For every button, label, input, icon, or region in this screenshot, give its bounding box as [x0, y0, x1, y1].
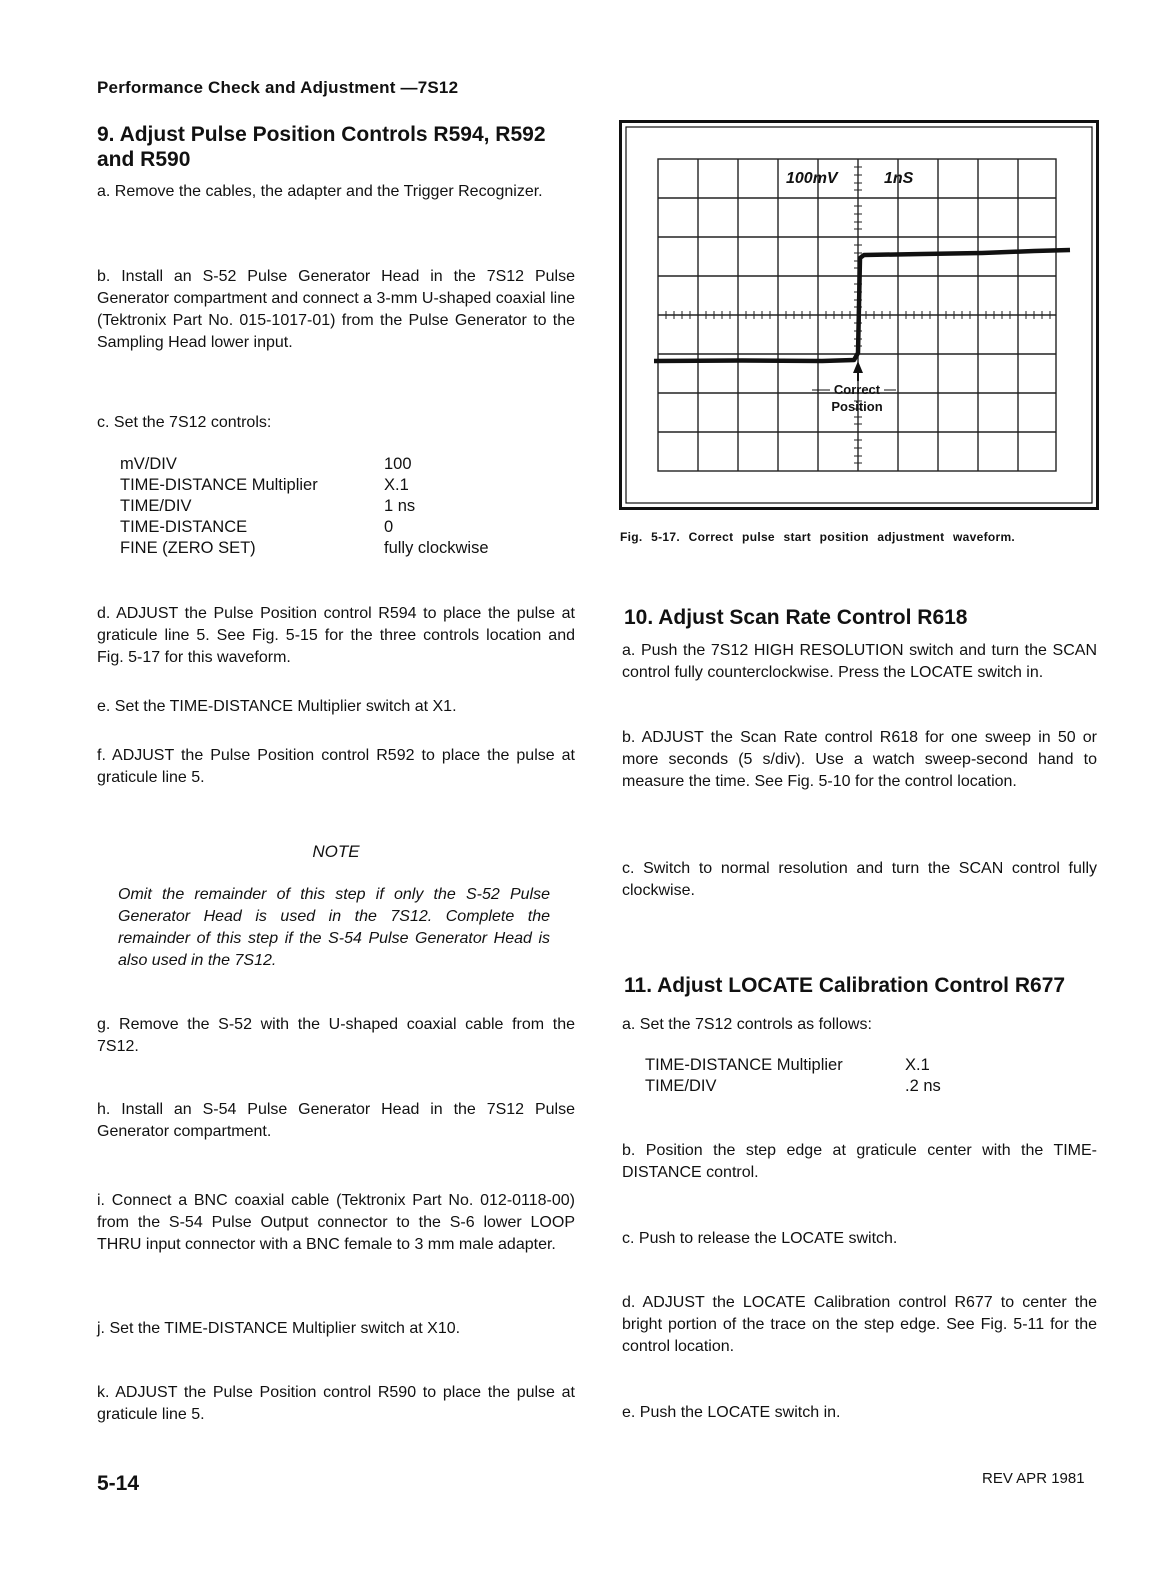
- figure-caption: Fig. 5-17. Correct pulse start position adjustment waveform.: [620, 530, 1016, 544]
- step9-j: j. Set the TIME-DISTANCE Multiplier switch at X10.: [97, 1320, 461, 1337]
- position-arrow-head: [853, 361, 863, 373]
- control-value: fully clockwise: [384, 539, 489, 557]
- step9-d: d. ADJUST the Pulse Position control R594 to place the pulse at graticule line 5. See Fig. 5-15 for the three controls location and Fig. 5-17 for this waveform.: [97, 605, 575, 666]
- step11-e: e. Push the LOCATE switch in.: [622, 1404, 841, 1421]
- annotation-correct: Correct: [833, 382, 881, 397]
- step9-controls-table: [120, 454, 489, 559]
- step10-b: b. ADJUST the Scan Rate control R618 for one sweep in 50 or more seconds (5 s/div). Use a watch sweep-second hand to measure the time. See Fig. 5-10 for the control location.: [622, 729, 1097, 790]
- volts-per-div-label: 100mV: [786, 170, 838, 187]
- control-row: [120, 475, 489, 496]
- step10-a: a. Push the 7S12 HIGH RESOLUTION switch and turn the SCAN control fully counterclockwise. Press the LOCATE switch in.: [622, 642, 1097, 681]
- annotation-position: Position: [831, 399, 883, 414]
- control-value: .2 ns: [905, 1077, 941, 1095]
- step9-h: h. Install an S-54 Pulse Generator Head in the 7S12 Pulse Generator compartment.: [97, 1101, 575, 1140]
- control-row: [120, 538, 489, 559]
- oscilloscope-graticule: [622, 123, 1096, 507]
- step11-b: b. Position the step edge at graticule center with the TIME-DISTANCE control.: [622, 1142, 1097, 1181]
- control-value: X.1: [905, 1056, 930, 1074]
- time-per-div-label: 1nS: [884, 170, 914, 187]
- step11-c: c. Push to release the LOCATE switch.: [622, 1230, 898, 1247]
- revision-date: REV APR 1981: [982, 1470, 1085, 1487]
- step9-c: c. Set the 7S12 controls:: [97, 414, 272, 431]
- control-name: TIME-DISTANCE Multiplier: [645, 1056, 843, 1074]
- control-row: [645, 1076, 941, 1097]
- note-title: NOTE: [312, 842, 360, 861]
- step9-b: b. Install an S-52 Pulse Generator Head in the 7S12 Pulse Generator compartment and connect a 3-mm U-shaped coaxial line (Tektronix Part No. 015-1017-01) from the Pulse Generator to the Sampling Head lower input.: [97, 268, 575, 351]
- control-value: 1 ns: [384, 497, 416, 515]
- step9-a: a. Remove the cables, the adapter and the Trigger Recognizer.: [97, 183, 543, 200]
- step11-heading: 11. Adjust LOCATE Calibration Control R677: [624, 974, 1066, 997]
- control-name: TIME/DIV: [645, 1077, 717, 1095]
- page-number: 5-14: [97, 1472, 140, 1495]
- step11-d: d. ADJUST the LOCATE Calibration control R677 to center the bright portion of the trace on the step edge. See Fig. 5-11 for the control location.: [622, 1294, 1097, 1355]
- control-name: FINE (ZERO SET): [120, 539, 256, 557]
- control-name: mV/DIV: [120, 455, 177, 473]
- control-name: TIME-DISTANCE Multiplier: [120, 476, 318, 494]
- control-row: [120, 454, 489, 475]
- step10-c: c. Switch to normal resolution and turn the SCAN control fully clockwise.: [622, 860, 1097, 899]
- note-body: Omit the remainder of this step if only the S-52 Pulse Generator Head is used in the 7S12. Complete the remainder of this step if the S-54 Pulse Generator Head is also used in the 7S12.: [118, 886, 550, 969]
- step9-heading: 9. Adjust Pulse Position Controls R594, R592 and R590: [97, 123, 546, 171]
- step9-i: i. Connect a BNC coaxial cable (Tektronix Part No. 012-0118-00) from the S-54 Pulse Output connector to the S-6 lower LOOP THRU input connector with a BNC female to 3 mm male adapter.: [97, 1192, 575, 1253]
- pulse-trace: [654, 250, 1070, 361]
- control-row: [120, 517, 489, 538]
- control-value: 100: [384, 455, 412, 473]
- step9-g: g. Remove the S-52 with the U-shaped coaxial cable from the 7S12.: [97, 1016, 575, 1055]
- waveform-figure: [619, 120, 1099, 510]
- control-name: TIME/DIV: [120, 497, 192, 515]
- control-row: [120, 496, 489, 517]
- step9-k: k. ADJUST the Pulse Position control R590 to place the pulse at graticule line 5.: [97, 1384, 575, 1423]
- control-name: TIME-DISTANCE: [120, 518, 248, 536]
- control-value: X.1: [384, 476, 409, 494]
- step10-heading: 10. Adjust Scan Rate Control R618: [624, 606, 968, 629]
- step11-a: a. Set the 7S12 controls as follows:: [622, 1016, 872, 1033]
- step9-e: e. Set the TIME-DISTANCE Multiplier switch at X1.: [97, 698, 457, 715]
- step11-controls-table: [645, 1055, 941, 1097]
- step9-f: f. ADJUST the Pulse Position control R592 to place the pulse at graticule line 5.: [97, 747, 575, 786]
- control-row: [645, 1055, 941, 1076]
- control-value: 0: [384, 518, 394, 536]
- running-head: Performance Check and Adjustment —7S12: [97, 78, 459, 97]
